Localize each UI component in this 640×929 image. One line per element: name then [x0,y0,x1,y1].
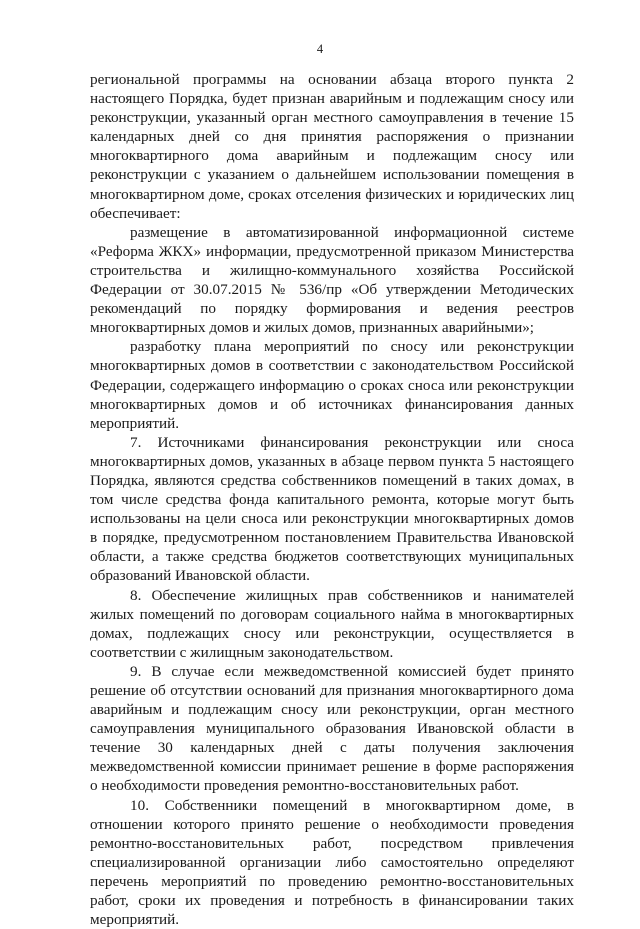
paragraph-item-8: 8. Обеспечение жилищных прав собственников и нанимателей жилых помещений по договорам социального найма в многоквартирных домах, подлежащих сносу или реконструкции, осуществляется в соответствии с жилищным законодательством. [90,586,574,661]
paragraph-subitem-reform-zhkh: размещение в автоматизированной информационной системе «Реформа ЖКХ» информации, предусмотренной приказом Министерства строительства и жилищно-коммунального хозяйства Российской Федерации от 30.07.2015 № 536/пр «Об утверждении Методических рекомендаций по порядку формирования и ведения реестров многоквартирных домов и жилых домов, признанных аварийными»; [90,223,574,337]
page-number: 4 [316,42,324,56]
paragraph-item-10: 10. Собственники помещений в многоквартирном доме, в отношении которого принято решение о необходимости проведения ремонтно-восстановительных работ, посредством привлечения специализированной организации либо самостоятельно определяют перечень мероприятий по проведению ремонтно-восстановительных работ, сроки их проведения и потребность в финансировании таких мероприятий. [90,796,574,929]
document-body [90,70,574,929]
paragraph-item-7: 7. Источниками финансирования реконструкции или сноса многоквартирных домов, указанных в абзаце первом пункта 5 настоящего Порядка, являются средства собственников помещений в таких домах, в том числе средства фонда капитального ремонта, которые могут быть использованы на цели сноса или реконструкции многоквартирных домов в порядке, предусмотренном постановлением Правительства Ивановской области, а также средства бюджетов соответствующих муниципальных образований Ивановской области. [90,433,574,585]
paragraph-item-9: 9. В случае если межведомственной комиссией будет принято решение об отсутствии оснований для признания многоквартирного дома аварийным и подлежащим сносу или реконструкции, орган местного самоуправления муниципального образования Ивановской области в течение 30 календарных дней с даты получения заключения межведомственной комиссии принимает решение в форме распоряжения о необходимости проведения ремонтно-восстановительных работ. [90,662,574,795]
paragraph-subitem-plan: разработку плана мероприятий по сносу или реконструкции многоквартирных домов в соответствии с законодательством Российской Федерации, содержащего информацию о сроках сноса или реконструкции многоквартирных домов и об источниках финансирования данных мероприятий. [90,338,574,432]
paragraph-continuation: региональной программы на основании абзаца второго пункта 2 настоящего Порядка, будет признан аварийным и подлежащим сносу или реконструкции, указанный орган местного самоуправления в течение 15 календарных дней со дня принятия распоряжения о признании многоквартирного дома аварийным и подлежащим сносу или реконструкции с указанием о дальнейшем использовании помещения в многоквартирном доме, сроках отселения физических и юридических лиц обеспечивает: [90,71,574,222]
